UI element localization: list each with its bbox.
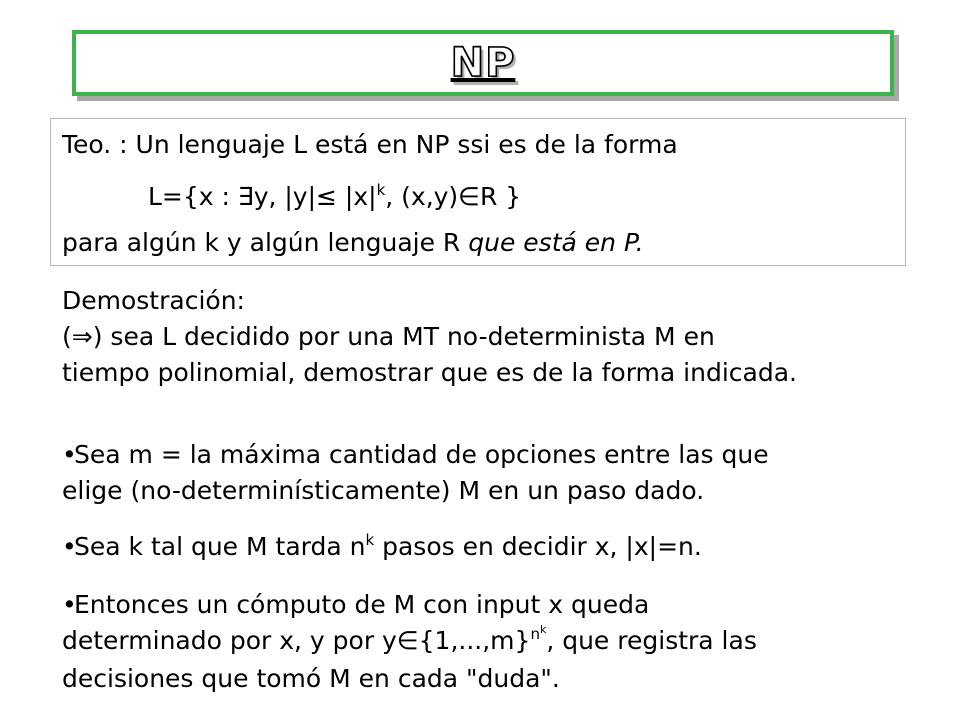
bullet-text: Entonces un cómputo de M con input x queda	[74, 590, 650, 619]
exponent-base: n	[530, 625, 540, 643]
bullet-icon: •	[62, 440, 77, 469]
bullet-icon: •	[62, 532, 77, 561]
proof-text: ) sea L decidido por una MT no-determinista M en	[92, 322, 715, 351]
theorem-formula	[148, 182, 521, 212]
proof-direction-line	[62, 322, 715, 352]
proof-heading: Demostración:	[62, 286, 245, 315]
bullet-continuation	[62, 623, 757, 656]
formula-part: , (x,y)∈R }	[385, 182, 522, 211]
title-banner	[72, 30, 894, 96]
bullet-continuation: decisiones que tomó M en cada "duda".	[62, 664, 560, 693]
bullet-exponent	[530, 625, 546, 643]
proof-line: tiempo polinomial, demostrar que es de la forma indicada.	[62, 358, 797, 387]
bullet-item	[62, 590, 649, 620]
bullet-item	[62, 440, 769, 470]
theorem-statement: Teo. : Un lenguaje L está en NP ssi es de la forma	[62, 130, 678, 159]
implies-icon: ⇒	[71, 322, 93, 351]
formula-part: L={x : ∃y, |y|≤ |x|	[148, 182, 377, 211]
bullet-text: Sea k tal que M tarda n	[74, 532, 366, 561]
condition-text: para algún k y algún lenguaje R	[62, 228, 469, 257]
bullet-continuation: elige (no-determinísticamente) M en un paso dado.	[62, 476, 705, 505]
slide-title: NP	[450, 40, 516, 86]
paren: (	[62, 322, 72, 351]
condition-italic: que está en P.	[468, 228, 644, 257]
bullet-text: pasos en decidir x, |x|=n.	[374, 532, 702, 561]
bullet-text: determinado por x, y por y∈{1,...,m}	[62, 626, 531, 655]
formula-exponent: k	[376, 181, 386, 199]
bullet-exponent: k	[365, 531, 375, 549]
bullet-text: Sea m = la máxima cantidad de opciones entre las que	[74, 440, 769, 469]
bullet-text: , que registra las	[546, 626, 757, 655]
exponent-power: k	[539, 623, 547, 636]
bullet-item	[62, 532, 702, 562]
bullet-icon: •	[62, 590, 77, 619]
theorem-condition	[62, 228, 644, 258]
